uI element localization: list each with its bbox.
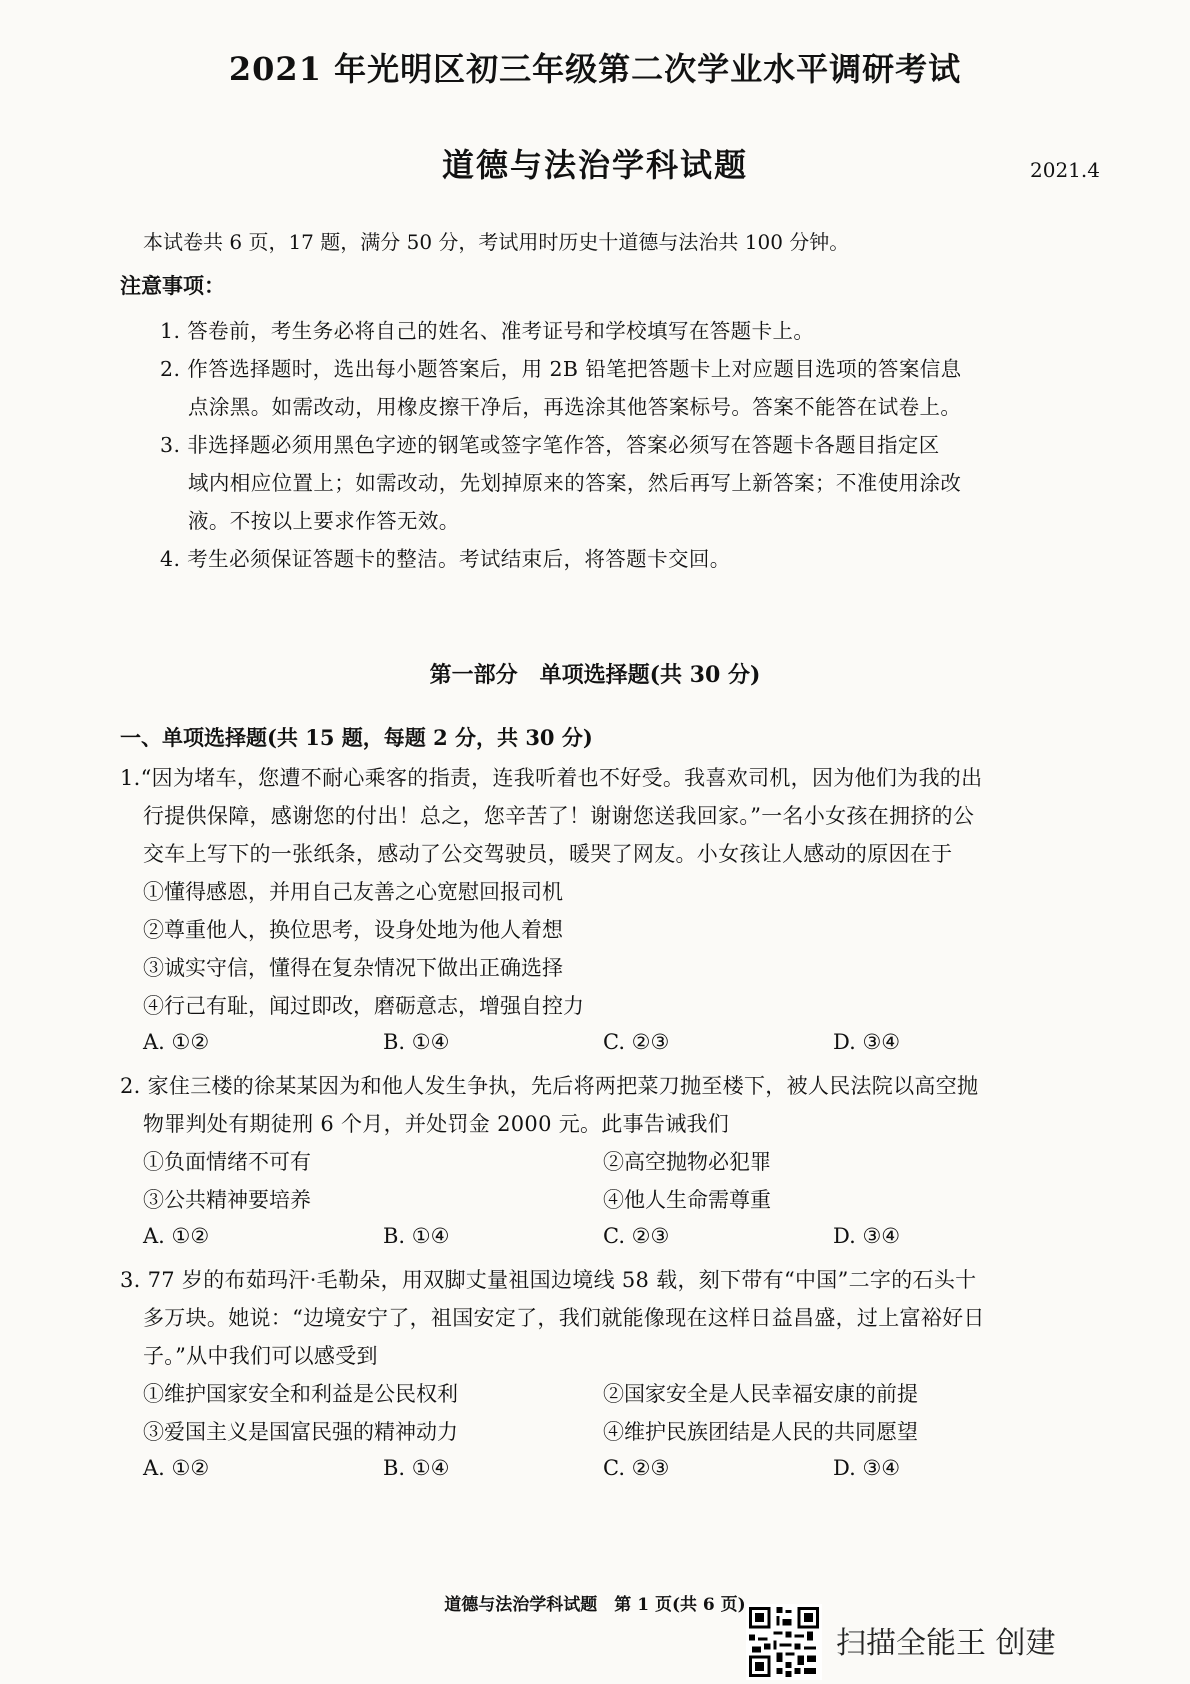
question-1-stem: 1.“因为堵车，您遭不耐心乘客的指责，连我听着也不好受。我喜欢司机，因为他们为我的出 [120, 766, 983, 790]
question-3-statement: ④维护民族团结是人民的共同愿望 [603, 1420, 918, 1444]
notice-line: 点涂黑。如需改动，用橡皮擦干净后，再选涂其他答案标号。答案不能答在试卷上。 [188, 395, 962, 419]
question-3-statement: ③爱国主义是国富民强的精神动力 [143, 1420, 458, 1444]
scanner-watermark: 扫描全能王 创建 [836, 1626, 1056, 1661]
question-2-choice-a: A. ①② [143, 1224, 210, 1248]
question-2-statement: ①负面情绪不可有 [143, 1150, 311, 1174]
question-2-statement: ③公共精神要培养 [143, 1188, 311, 1212]
question-3-choice-c: C. ②③ [603, 1456, 670, 1480]
question-3-stem: 子。”从中我们可以感受到 [143, 1344, 378, 1368]
question-2-choice-b: B. ①④ [383, 1224, 450, 1248]
question-3-choice-d: D. ③④ [833, 1456, 901, 1480]
page-footer: 道德与法治学科试题 第 1 页(共 6 页) [444, 1595, 746, 1615]
notice-line: 域内相应位置上；如需改动，先划掉原来的答案，然后再写上新答案；不准使用涂改 [188, 471, 962, 495]
notice-line: 3. 非选择题必须用黑色字迹的钢笔或签字笔作答，答案必须写在答题卡各题目指定区 [160, 433, 940, 457]
section-heading: 一、单项选择题(共 15 题，每题 2 分，共 30 分) [120, 725, 593, 750]
question-1-choice-c: C. ②③ [603, 1030, 670, 1054]
question-3-stem: 多万块。她说：“边境安宁了，祖国安定了，我们就能像现在这样日益昌盛，过上富裕好日 [143, 1306, 985, 1330]
question-1-statement: ④行己有耻，闻过即改，磨砺意志，增强自控力 [143, 994, 584, 1018]
exam-intro: 本试卷共 6 页，17 题，满分 50 分，考试用时历史十道德与法治共 100 分钟。 [143, 230, 850, 254]
notice-line: 1. 答卷前，考生务必将自己的姓名、准考证号和学校填写在答题卡上。 [160, 319, 815, 343]
qr-code-icon [746, 1604, 822, 1680]
question-3-choice-b: B. ①④ [383, 1456, 450, 1480]
notice-line: 2. 作答选择题时，选出每小题答案后，用 2B 铅笔把答题卡上对应题目选项的答案信息 [160, 357, 962, 381]
question-2-stem: 2. 家住三楼的徐某某因为和他人发生争执，先后将两把菜刀抛至楼下，被人民法院以高空抛 [120, 1074, 979, 1098]
notice-line: 液。不按以上要求作答无效。 [188, 509, 460, 533]
question-2-statement: ④他人生命需尊重 [603, 1188, 771, 1212]
question-1-choice-a: A. ①② [143, 1030, 210, 1054]
question-1-choice-d: D. ③④ [833, 1030, 901, 1054]
question-2-choice-d: D. ③④ [833, 1224, 901, 1248]
question-1-stem: 交车上写下的一张纸条，感动了公交驾驶员，暖哭了网友。小女孩让人感动的原因在于 [143, 842, 953, 866]
question-2-choice-c: C. ②③ [603, 1224, 670, 1248]
question-3-choice-a: A. ①② [143, 1456, 210, 1480]
notice-line: 4. 考生必须保证答题卡的整洁。考试结束后，将答题卡交回。 [160, 547, 731, 571]
question-1-statement: ②尊重他人，换位思考，设身处地为他人着想 [143, 918, 563, 942]
question-3-statement: ②国家安全是人民幸福安康的前提 [603, 1382, 918, 1406]
question-1-statement: ③诚实守信，懂得在复杂情况下做出正确选择 [143, 956, 563, 980]
question-2-statement: ②高空抛物必犯罪 [603, 1150, 771, 1174]
question-1-choice-b: B. ①④ [383, 1030, 450, 1054]
exam-title: 2021 年光明区初三年级第二次学业水平调研考试 [228, 50, 962, 88]
question-1-stem: 行提供保障，感谢您的付出！总之，您辛苦了！谢谢您送我回家。”一名小女孩在拥挤的公 [143, 804, 975, 828]
question-1-statement: ①懂得感恩，并用自己友善之心宽慰回报司机 [143, 880, 563, 904]
exam-date: 2021.4 [1030, 158, 1100, 182]
question-3-stem: 3. 77 岁的布茹玛汗·毛勒朵，用双脚丈量祖国边境线 58 载，刻下带有“中国”二字的石头十 [120, 1268, 977, 1292]
subject-title: 道德与法治学科试题 [441, 146, 748, 184]
notice-heading: 注意事项： [120, 273, 225, 298]
part-title: 第一部分 单项选择题(共 30 分) [429, 662, 761, 688]
question-2-stem: 物罪判处有期徒刑 6 个月，并处罚金 2000 元。此事告诫我们 [143, 1112, 730, 1136]
question-3-statement: ①维护国家安全和利益是公民权利 [143, 1382, 458, 1406]
